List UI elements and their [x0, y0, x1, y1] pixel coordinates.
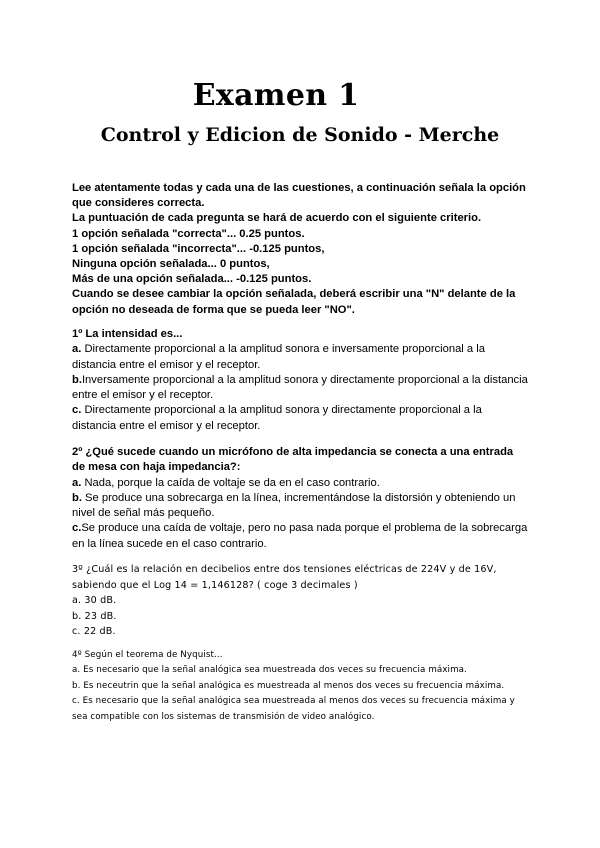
question-3 — [72, 562, 528, 640]
option-label: b. — [72, 491, 82, 504]
answer-option-a[interactable]: a. 30 dB. — [72, 595, 117, 607]
option-text: Se produce una caída de voltaje, pero no pasa nada porque el problema de la sobrecarga en la línea sucede en el caso contrario. — [72, 522, 528, 550]
answer-option-b[interactable] — [72, 491, 528, 522]
instruction-line: 1 opción señalada "incorrecta"... -0.125 puntos, — [72, 242, 325, 255]
question-2 — [72, 445, 528, 552]
answer-option-c[interactable]: c. Es necesario que la señal analógica sea muestreada al menos dos veces su frecuencia máxima y sea compatible con los sistemas de transmisión de video analógico. — [72, 696, 515, 722]
option-label: c. — [72, 522, 82, 535]
instruction-line: Lee atentamente todas y cada una de las cuestiones, a continuación señala la opción que consideres correcta. — [72, 182, 526, 210]
answer-option-a[interactable] — [72, 476, 528, 491]
instruction-line: 1 opción señalada "correcta"... 0.25 puntos. — [72, 227, 305, 240]
exam-title: Examen 1 — [192, 78, 360, 113]
option-label: c. — [72, 404, 82, 417]
answer-option-c[interactable] — [72, 403, 528, 434]
question-title: 2º ¿Qué sucede cuando un micrófono de alta impedancia se conecta a una entrada de mesa con haja impedancia?: — [72, 446, 514, 474]
instruction-line: Cuando se desee cambiar la opción señalada, deberá escribir una "N" delante de la opción no deseada de forma que se pueda leer "NO". — [72, 288, 516, 316]
option-text: Inversamente proporcional a la amplitud sonora y directamente proporcional a la distancia entre el emisor y el receptor. — [72, 373, 528, 402]
answer-option-c[interactable] — [72, 521, 528, 552]
question-4 — [72, 648, 528, 725]
option-text: Directamente proporcional a la amplitud sonora y directamente proporcional a la distancia entre el emisor y el receptor. — [72, 404, 482, 432]
exam-subtitle: Control y Edicion de Sonido - Merche — [100, 124, 500, 146]
answer-option-b[interactable] — [72, 373, 528, 404]
instructions — [72, 181, 542, 318]
question-title: 3º ¿Cuál es la relación en decibelios entre dos tensiones eléctricas de 224V y de 16V, sabiendo que el Log 14 = 1,146128? ( coge 3 decimales ) — [72, 564, 497, 591]
answer-option-a[interactable]: a. Es necesario que la señal analógica sea muestreada dos veces su frecuencia máxima. — [72, 665, 467, 676]
answer-option-b[interactable]: b. Es neceutrin que la señal analógica es muestreada al menos dos veces su frecuencia máxima. — [72, 680, 505, 691]
answer-option-a[interactable] — [72, 342, 528, 373]
answer-option-b[interactable]: b. 23 dB. — [72, 610, 117, 622]
question-title: 4º Según el teorema de Nyquist... — [72, 650, 223, 660]
answer-option-c[interactable]: c. 22 dB. — [72, 626, 116, 638]
option-label: b. — [72, 373, 82, 386]
option-text: Nada, porque la caída de voltaje se da en el caso contrario. — [81, 476, 380, 489]
instruction-line: Más de una opción señalada... -0.125 puntos. — [72, 273, 312, 286]
question-title: 1º La intensidad es... — [72, 328, 183, 340]
option-label: a. — [72, 476, 82, 489]
instruction-line: Ninguna opción señalada... 0 puntos, — [72, 258, 270, 271]
option-text: Directamente proporcional a la amplitud sonora e inversamente proporcional a la distancia entre el emisor y el receptor. — [72, 343, 485, 371]
question-1 — [72, 327, 528, 434]
option-text: Se produce una sobrecarga en la línea, incrementándose la distorsión y obteniendo un nivel de señal más pequeño. — [72, 491, 516, 520]
option-label: a. — [72, 343, 82, 356]
instruction-line: La puntuación de cada pregunta se hará de acuerdo con el siguiente criterio. — [72, 212, 482, 225]
